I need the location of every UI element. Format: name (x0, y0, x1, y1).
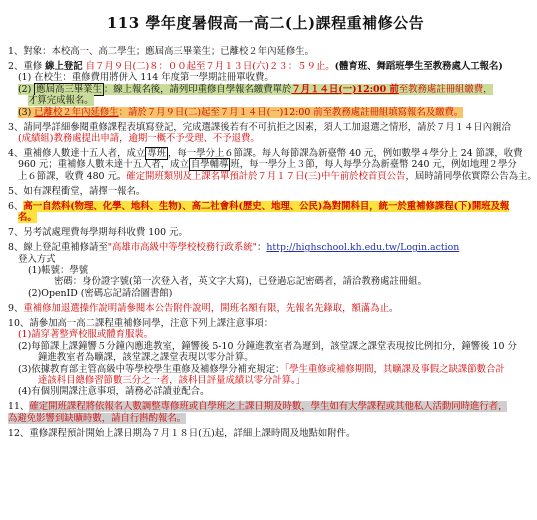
item-number: 7、 (8, 227, 24, 239)
item-12: 12、重修課程預計開始上課日期為７月１８日(五)起，詳細上課時間及地點如附件。 (8, 427, 356, 439)
register-period: 自７月９日(二)８：００起至７月１３日(六)２３：５９止。 (82, 61, 335, 72)
login-openid: (2)OpenID (密碼忘記請洽圖書館) (28, 287, 173, 299)
item-number: 11、 (8, 401, 30, 413)
item-3: 3、請同學詳細參閱重修課程表填寫登記，完成選課後若有不可抗拒之因素，須人工加退選之情形，請於７月１４日內親洽 (8, 121, 511, 133)
login-account: (1)帳號：學號 (28, 265, 89, 277)
item-11: 11、確定開班課程將依報名人數調整專修班或自學班之上課日期及時數，學生如有大學課程或其他私人活動同時進行者， (8, 401, 508, 413)
item-2-2: (2) 應屆高三畢業生 ：線上報名後，請列印重修自學報名繳費單於７月１４日(一)12:00 前至教務處註冊組繳費， (18, 83, 493, 95)
item-text: 重修 (23, 61, 46, 72)
item-2 (8, 61, 523, 72)
login-link[interactable]: http://highschool.kh.edu.tw/Login.action (266, 242, 460, 254)
item-10-3-cont: 達該科目總修習節數三分之一者，該科目評量成績以零分計算。」 (38, 374, 306, 386)
deadline-text: ７月１４日(一)12:00 前 (291, 83, 399, 95)
item-9: 9、重補修加退選操作說明請參閱本公告附件說明，開班名額有限，先報名先錄取，額滿為止。 (8, 302, 399, 314)
item-6-cont: 名。 (18, 212, 37, 224)
login-password: 密碼：身份證字號(第一次登入者，英文字大寫)，已登過忘記密碼者，請洽教務處註冊組。 (54, 276, 427, 288)
paired-subjects-text: 高一自然科(物理、化學、地科、生物)、高二社會科(歷史、地理、公民)為對開科目，統一於重補修課程(下)開班及報 (23, 200, 510, 212)
item-2-1: (1) 在校生：重修費用將併入 114 年度第一學期註冊單收費。 (18, 72, 274, 84)
item-6 (8, 201, 523, 212)
item-number: 2、 (8, 61, 24, 72)
item-number: 1、 (8, 46, 24, 57)
item-10: 10、請參加高一高二課程重補修同學，注意下列上課注意事項： (8, 317, 274, 329)
item-7: 7、另考試處理費每學期每科收費 100 元。 (8, 227, 188, 239)
item-2-3: (3) 已離校２年內延修生：請於７月９日(二)起至７月１４日(一)12:00 前至教務處註冊組填寫報名及繳費。 (18, 106, 464, 118)
item-3-cont: (成績組)教務處提出申請，逾期一概不予受理、不予退費。 (18, 133, 260, 145)
item-text: 對象：本校高一、高二學生；應屆高三畢業生；已離校２年內延修生。 (23, 46, 314, 57)
item-10-2: (2)每節課上課鐘響５分鐘內應進教室，鐘響後 5-10 分鐘進教室者為遲到，該堂課之課堂表現按比例扣分，鐘響後 10 分 (18, 340, 517, 352)
item-number: 3、 (8, 121, 24, 133)
item-2-2-cont: 才算完成報名。 (28, 95, 94, 107)
item-number: 9、 (8, 302, 24, 314)
item-10-4: (4)有個別開課注意事項，請務必詳讀並配合。 (18, 386, 210, 398)
item-10-1: (1)請穿著整齊校服或體育服裝。 (18, 329, 154, 341)
item-10-3: (3)依據教育部主管高級中等學校學生重修及補修學分補充規定：「學生重修或補修期間，其曠課及事假之缺課節數合計 (18, 363, 505, 375)
special-class-label: 專班 (147, 148, 166, 160)
item-number: 8、 (8, 242, 24, 254)
item-4-cont1: 960 元；重補修人數未達十五人者，成立 自學輔導 班，每一學分上３節，每人每學分為新臺幣 240 元，例如地理２學分 (18, 159, 517, 171)
announce-date-text: 確定開班類別及上課名單預計於７月１７日(三)中午前於校首頁公告 (126, 170, 406, 182)
login-method-label: 登入方式 (18, 253, 56, 265)
item-8: 8、線上登記重補修請至"高雄市高級中等學校校務行政系統"：http://highschool.kh.edu.tw/Login.action (8, 242, 460, 254)
item-number: 5、 (8, 185, 24, 197)
item-4: 4、重補修人數達十五人者，成立 專班 ，每一學分上６節課。每人每節課為新臺幣 40 元，例如數學４學分上 24 節課，收費 (8, 148, 523, 160)
online-register-label: 線上登記 (45, 61, 83, 72)
item-number: 12、 (8, 427, 30, 439)
item-5: 5、如有課程衝堂，請擇一報名。 (8, 185, 146, 197)
item-number: 6、 (8, 200, 24, 212)
graduate-label: 應屆高三畢業生 (36, 83, 102, 95)
manual-register-note: (體育班、舞蹈班學生至教務處人工報名) (334, 61, 503, 72)
item-number: 10、 (8, 317, 30, 329)
self-study-label: 自學輔導 (190, 159, 229, 171)
page-title: 113 學年度暑假高一高二(上)課程重補修公告 (106, 14, 425, 32)
item-number: 4、 (8, 148, 24, 160)
item-10-2-cont: 鐘進教室者為曠課，該堂課之課堂表現以零分計算。 (38, 352, 254, 364)
system-name: "高雄市高級中等學校校務行政系統" (107, 242, 257, 254)
item-11-cont: 為避免影響到缺曠時數，請自行斟酌報名。 (8, 412, 187, 424)
extended-student-label: 已離校２年內延修生 (34, 106, 119, 118)
item-1 (8, 46, 523, 57)
item-4-cont2: 上６節課，收費 480 元。確定開班類別及上課名單預計於７月１７日(三)中午前於校首頁公告，屆時請同學依實際公告為主。 (18, 170, 537, 182)
